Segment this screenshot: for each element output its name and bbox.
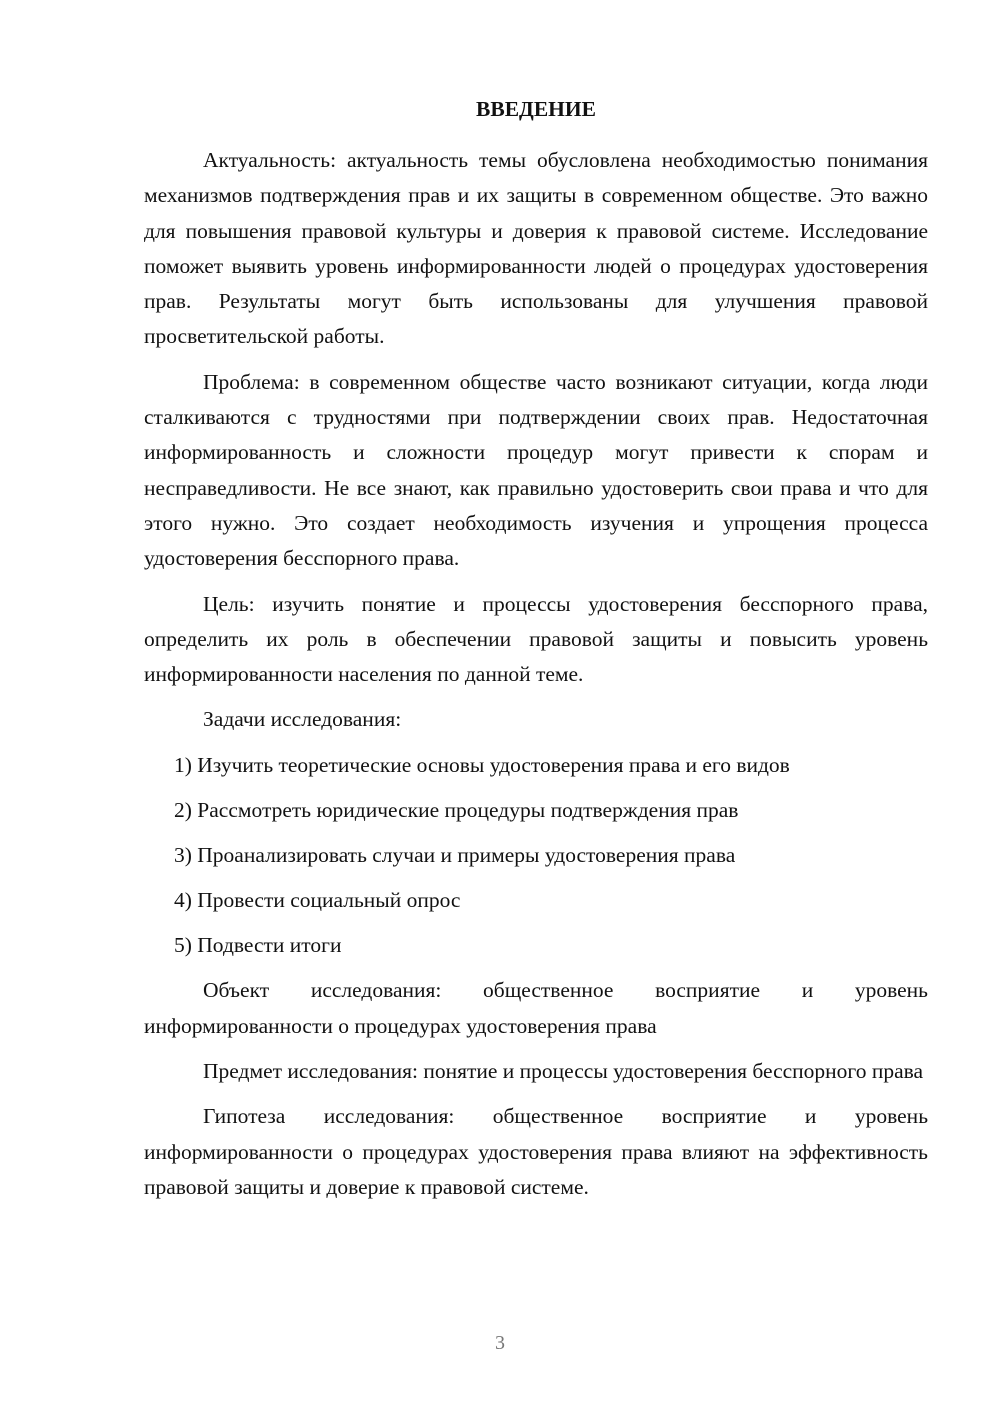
list-item: 5) Подвести итоги bbox=[174, 933, 342, 958]
page-number: 3 bbox=[495, 1332, 505, 1354]
list-item: 4) Провести социальный опрос bbox=[174, 888, 461, 913]
paragraph-problem: Проблема: в современном обществе часто возникают ситуации, когда люди сталкиваются с трудностями при подтверждении своих прав. Недостаточная информированность и сложности процедур могут привести к спорам и несправедливости. Не все знают, как правильно удостоверить свои права и что для этого нужно. Это создает необходимость изучения и упрощения процесса удостоверения бесспорного права. bbox=[144, 369, 928, 571]
page-content bbox=[144, 92, 928, 1215]
section-title: ВВЕДЕНИЕ bbox=[476, 97, 596, 121]
list-item: 3) Проанализировать случаи и примеры удостоверения права bbox=[174, 842, 736, 867]
list-item: 1) Изучить теоретические основы удостоверения права и его видов bbox=[174, 752, 790, 777]
paragraph-relevance: Актуальность: актуальность темы обусловлена необходимостью понимания механизмов подтверждения прав и их защиты в современном обществе. Это важно для повышения правовой культуры и доверия к правовой системе. Исследование поможет выявить уровень информированности людей о процедурах удостоверения прав. Результаты могут быть использованы для улучшения правовой просветительской работы. bbox=[144, 148, 928, 349]
list-item: 2) Рассмотреть юридические процедуры подтверждения прав bbox=[174, 797, 739, 822]
paragraph-hypothesis: Гипотеза исследования: общественное восприятие и уровень информированности о процедурах удостоверения права влияют на эффективность правовой защиты и доверие к правовой системе. bbox=[144, 1104, 928, 1199]
tasks-heading: Задачи исследования: bbox=[203, 707, 402, 732]
paragraph-object: Объект исследования: общественное восприятие и уровень информированности о процедурах удостоверения права bbox=[144, 978, 928, 1038]
paragraph-subject: Предмет исследования: понятие и процессы удостоверения бесспорного права bbox=[203, 1059, 924, 1084]
paragraph-goal: Цель: изучить понятие и процессы удостоверения бесспорного права, определить их роль в обеспечении правовой защиты и повысить уровень информированности населения по данной теме. bbox=[144, 591, 928, 687]
tasks-list bbox=[144, 748, 928, 964]
